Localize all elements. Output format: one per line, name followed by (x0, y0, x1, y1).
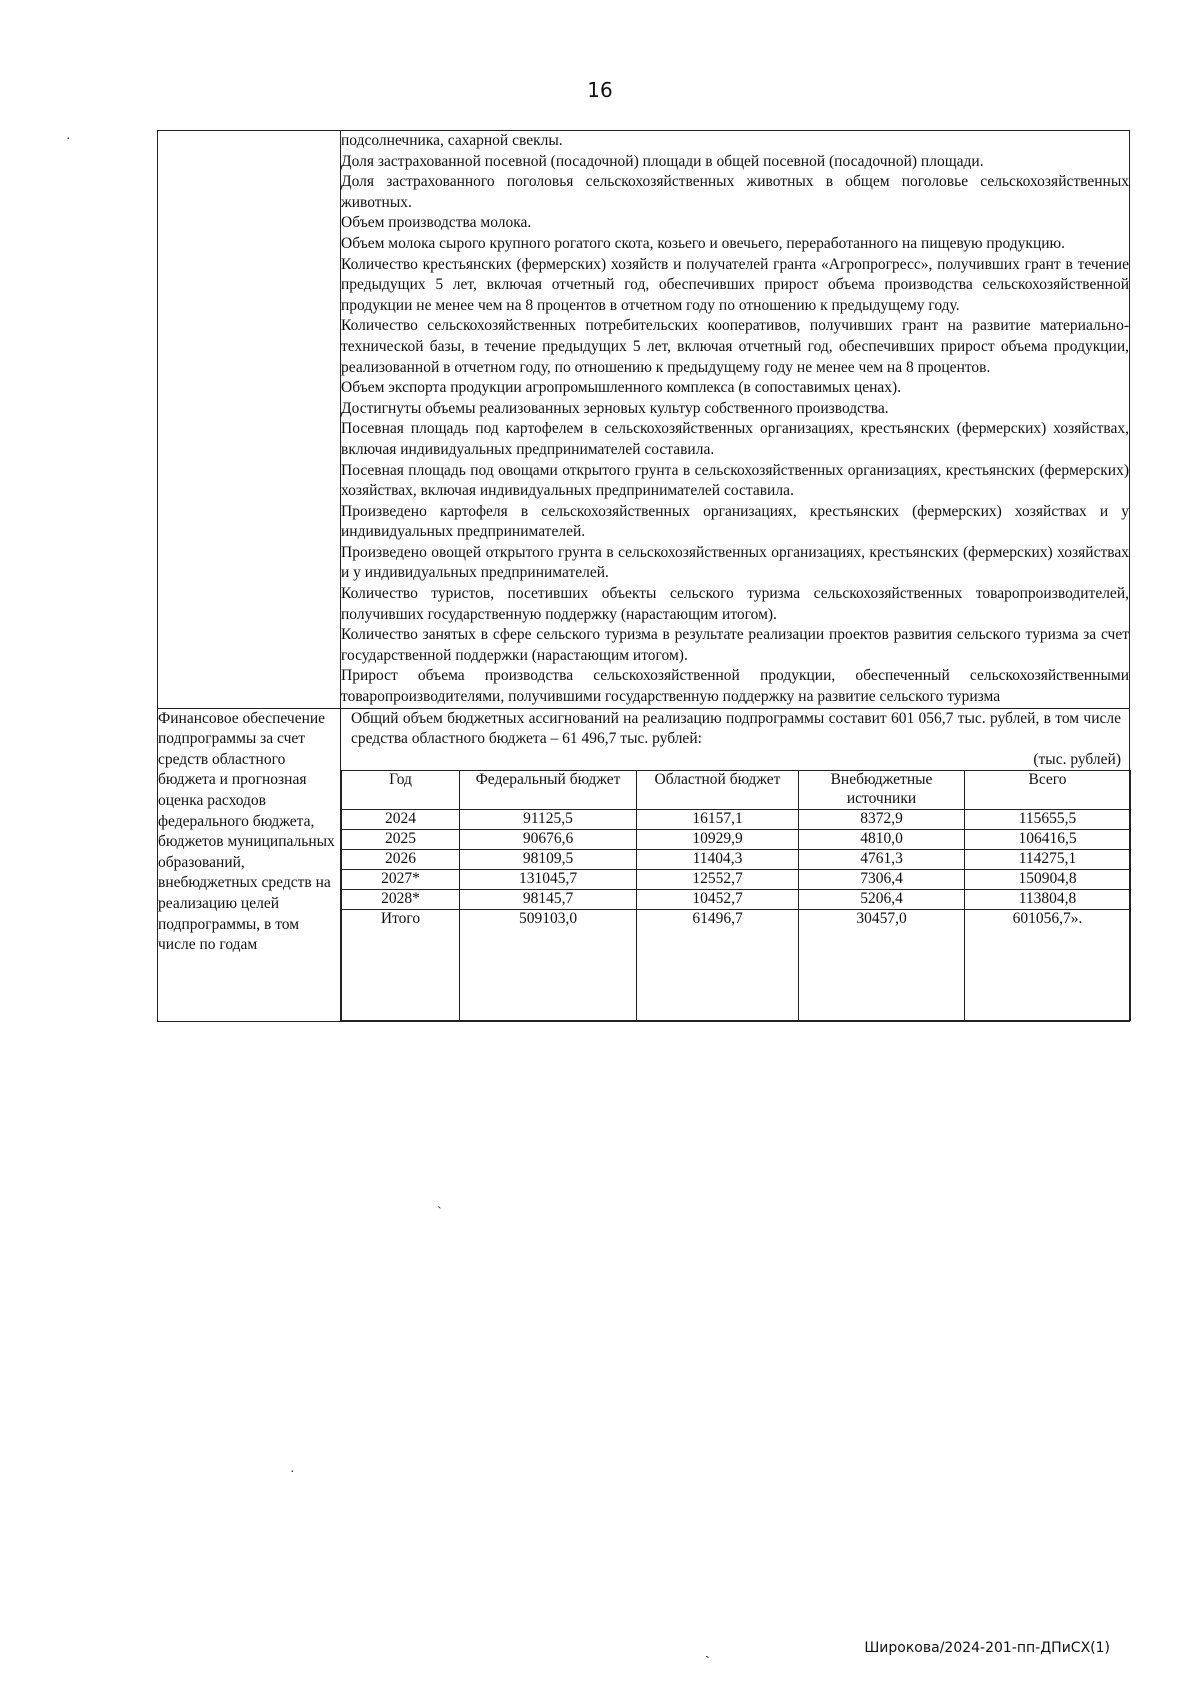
cell-total: 106416,5 (965, 829, 1131, 849)
cell-federal: 98145,7 (460, 889, 637, 909)
indicator-item: Объем экспорта продукции агропромышленного комплекса (в сопоставимых ценах). (341, 379, 902, 397)
page-number: 16 (587, 78, 613, 102)
cell-year: 2028* (342, 889, 460, 909)
total-row (342, 909, 1131, 1020)
cell-year: 2026 (342, 849, 460, 869)
indicator-item: Количество сельскохозяйственных потребительских кооперативов, получивших грант на развитие материально-технической базы, в течение предыдущих 5 лет, включая отчетный год, обеспечивших прирост объема продукции, реализованной в отчетном году, по отношению к предыдущему году не менее чем на 8 процентов. (341, 317, 1129, 376)
cell-total-regional: 61496,7 (637, 909, 799, 1020)
cell-federal: 90676,6 (460, 829, 637, 849)
indicators-label-cell (158, 131, 341, 709)
indicator-item: Посевная площадь под овощами открытого грунта в сельскохозяйственных организациях, крестьянских (фермерских) хозяйствах, включая индивидуальных предпринимателей составила. (341, 461, 1129, 500)
scan-speck: ˋ (437, 1205, 442, 1220)
scan-speck: · (66, 132, 71, 147)
cell-extrabudget: 4761,3 (799, 849, 965, 869)
indicator-item: Посевная площадь под картофелем в сельскохозяйственных организациях, крестьянских (фермерских) хозяйствах, включая индивидуальных предпринимателей составила. (341, 420, 1129, 458)
indicator-item: Произведено овощей открытого грунта в сельскохозяйственных организациях, крестьянских (фермерских) хозяйствах и у индивидуальных предпринимателей. (341, 543, 1129, 582)
finance-row (158, 708, 1130, 1021)
table-row (342, 829, 1131, 849)
indicator-item: Прирост объема производства сельскохозяйственной продукции, обеспеченный сельскохозяйственными товаропроизводителями, получившими государственную поддержку на развитие сельского туризма (341, 667, 1129, 706)
indicator-item: Доля застрахованного поголовья сельскохозяйственных животных в общем поголовье сельскохозяйственных животных. (341, 173, 1129, 211)
scan-speck: ˏ (705, 1644, 710, 1659)
cell-year: 2025 (342, 829, 460, 849)
indicator-item: Достигнуты объемы реализованных зерновых культур собственного производства. (341, 399, 889, 417)
cell-regional: 11404,3 (637, 849, 799, 869)
finance-units: (тыс. рублей) (1033, 750, 1121, 768)
cell-extrabudget: 4810,0 (799, 829, 965, 849)
finance-cell (341, 708, 1130, 1021)
cell-regional: 10929,9 (637, 829, 799, 849)
header-federal: Федеральный бюджет (460, 771, 637, 809)
table-row (342, 809, 1131, 829)
indicator-item: Объем производства молока. (341, 214, 532, 232)
cell-total: 150904,8 (965, 869, 1131, 889)
finance-header-row (342, 771, 1131, 809)
finance-intro: Общий объем бюджетных ассигнований на реализацию подпрограммы составит 601 056,7 тыс. рублей, в том числе средства областного бюджета – 61 496,7 тыс. рублей: (351, 709, 1121, 748)
indicator-item: Объем молока сырого крупного рогатого скота, козьего и овечьего, переработанного на пищевую продукцию. (341, 234, 1065, 252)
document-footer: Широкова/2024-201-пп-ДПиСХ(1) (864, 1640, 1110, 1656)
indicators-row (158, 131, 1130, 709)
cell-total-label: Итого (342, 909, 460, 1020)
finance-table (341, 770, 1131, 1020)
indicator-item: Количество занятых в сфере сельского туризма в результате реализации проектов развития сельского туризма за счет государственной поддержки (нарастающим итогом). (341, 626, 1129, 664)
cell-total: 114275,1 (965, 849, 1131, 869)
table-row (342, 849, 1131, 869)
cell-year: 2024 (342, 809, 460, 829)
indicator-item: Количество туристов, посетивших объекты сельского туризма сельскохозяйственных товаропроизводителей, получивших государственную поддержку (нарастающим итогом). (341, 585, 1129, 623)
header-total: Всего (965, 771, 1131, 809)
indicator-item: Количество крестьянских (фермерских) хозяйств и получателей гранта «Агропрогресс», получивших грант в течение предыдущих 5 лет, включая отчетный год, обеспечивших прирост объема производства сельскохозяйственной продукции не менее чем на 8 процентов в отчетном году по отношению к предыдущему году. (341, 255, 1129, 314)
header-regional: Областной бюджет (637, 771, 799, 809)
passport-table (157, 130, 1130, 1022)
cell-federal: 131045,7 (460, 869, 637, 889)
finance-label: Финансовое обеспечение подпрограммы за счет средств областного бюджета и прогнозная оценка расходов федерального бюджета, бюджетов муниципальных образований, внебюджетных средств на реализацию целей подпрограммы, в том числе по годам (158, 708, 341, 1021)
cell-total-extrabudget: 30457,0 (799, 909, 965, 1020)
cell-extrabudget: 7306,4 (799, 869, 965, 889)
cell-total-federal: 509103,0 (460, 909, 637, 1020)
cell-total-sum: 601056,7». (965, 909, 1131, 1020)
cell-regional: 12552,7 (637, 869, 799, 889)
cell-total: 113804,8 (965, 889, 1131, 909)
cell-regional: 10452,7 (637, 889, 799, 909)
table-row (342, 869, 1131, 889)
header-extrabudget: Внебюджетные источники (799, 771, 965, 809)
indicator-item: Доля застрахованной посевной (посадочной) площади в общей посевной (посадочной) площади. (341, 152, 984, 170)
header-year: Год (342, 771, 460, 809)
indicator-item: подсолнечника, сахарной свеклы. (341, 132, 563, 149)
indicators-list (341, 131, 1130, 709)
cell-regional: 16157,1 (637, 809, 799, 829)
cell-federal: 91125,5 (460, 809, 637, 829)
cell-extrabudget: 5206,4 (799, 889, 965, 909)
scan-speck: · (290, 1465, 295, 1480)
indicator-item: Произведено картофеля в сельскохозяйственных организациях, крестьянских (фермерских) хозяйствах и у индивидуальных предпринимателей. (341, 502, 1129, 541)
cell-total: 115655,5 (965, 809, 1131, 829)
cell-federal: 98109,5 (460, 849, 637, 869)
cell-year: 2027* (342, 869, 460, 889)
cell-extrabudget: 8372,9 (799, 809, 965, 829)
table-row (342, 889, 1131, 909)
